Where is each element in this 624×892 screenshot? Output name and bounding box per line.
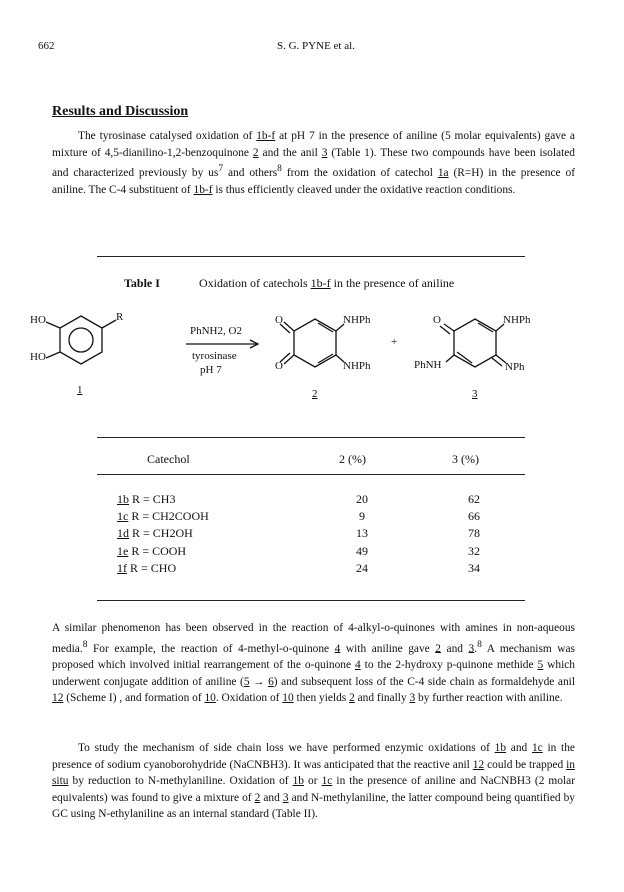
compound-ref: 1b-f <box>193 183 213 196</box>
compound-ref: 10 <box>282 692 294 705</box>
c3-nhph: NHPh <box>503 314 531 326</box>
yield-2: 13 <box>356 526 368 540</box>
reagent-bottom-1: tyrosinase <box>192 350 237 362</box>
yield-2: 9 <box>359 509 365 523</box>
yield-3: 32 <box>468 544 480 558</box>
compound-ref: 1c <box>531 742 543 754</box>
reagent-bottom-2: pH 7 <box>200 364 222 376</box>
table-header-rule-bottom <box>97 474 525 475</box>
yield-2: 24 <box>356 561 368 575</box>
c3-nph: NPh <box>505 361 525 373</box>
substituent: R = CH2COOH <box>131 509 209 523</box>
yield-3: 66 <box>468 509 480 523</box>
table-caption: Oxidation of catechols 1b-f in the presence of aniline <box>199 276 455 290</box>
compound-ref: 3 <box>321 146 328 159</box>
yield-2: 20 <box>356 492 368 506</box>
col-header-catechol: Catechol <box>147 452 190 466</box>
substituent: R = CH3 <box>132 492 176 506</box>
page-number: 662 <box>38 40 55 52</box>
compound-ref: 1f <box>117 561 127 575</box>
compound-number-3: 3 <box>472 388 478 400</box>
catechol-ring <box>60 316 102 364</box>
quinone-ring-2 <box>294 319 336 367</box>
c2-nhph-top: NHPh <box>343 314 371 326</box>
c1-ho-bottom: HO <box>30 351 46 363</box>
yield-2: 49 <box>356 544 368 558</box>
paragraph-3: To study the mechanism of side chain loss we have performed enzymic oxidations of 1b and 1c in the presence of sodium cyanoborohydride (NaCNBH3). It was anticipated that the reactive anil 12 could be trapped in situ by reduction to N-methylaniline. Oxidation of 1b or 1c in the presence of aniline and NaCNBH3 (2 molar equivalents) was found to give a mixture of 2 and 3 and N-methylaniline, the latter compound being quantified by GC using N-ethylaniline as an internal standard (Table II). <box>52 742 576 821</box>
table-bottom-rule <box>97 600 525 601</box>
yield-3: 78 <box>468 526 480 540</box>
table-label: Table I <box>124 276 160 290</box>
compound-ref: 1b-f <box>256 130 276 142</box>
quinone-ring-3 <box>454 319 496 367</box>
paragraph-1: The tyrosinase catalysed oxidation of 1b-f at pH 7 in the presence of aniline (5 molar equivalents) gave a mixture of 4,5-dianilino-1,2-benzoquinone 2 and the anil 3 (Table 1). These two compounds have been isolated and characterized previously by $us^7$ and others$^8$ from the oxidation of catechol 1a (R=H) in the presence of aniline. The C-4 substituent of 1b-f is thus efficiently cleaved under the oxidative reaction conditions. <box>52 130 575 196</box>
c2-o-top: O <box>275 314 283 326</box>
in-situ: in situ <box>52 758 575 788</box>
c3-o: O <box>433 314 441 326</box>
c3-phnh: PhNH <box>414 359 442 371</box>
citation: 7 <box>218 164 224 175</box>
col-header-compound-3: 3 (%) <box>452 452 479 466</box>
compound-ref: 6 <box>268 675 274 688</box>
citation: 8 <box>82 639 88 650</box>
compound-ref: 2 <box>254 791 261 804</box>
plus-sign: + <box>391 336 398 348</box>
compound-ref: 1d <box>117 526 129 540</box>
running-head: S. G. PYNE et al. <box>277 40 355 52</box>
compound-number-2: 2 <box>312 388 318 400</box>
yield-3: 34 <box>468 561 480 575</box>
compound-ref: 1c <box>321 775 333 788</box>
substituent: R = COOH <box>131 544 187 558</box>
substituent: R = CH2OH <box>132 526 193 540</box>
compound-ref: 1b <box>117 492 129 506</box>
compound-ref: 1b <box>494 742 507 754</box>
table-top-rule <box>97 256 525 257</box>
arrow-glyph: → <box>249 675 269 688</box>
compound-ref: 1a <box>437 166 449 179</box>
compound-ref: 10 <box>204 692 216 705</box>
c2-o-bottom: O <box>275 360 283 372</box>
compound-ref: 2 <box>435 642 441 655</box>
compound-ref: 1b <box>292 775 304 788</box>
compound-ref: 2 <box>349 692 355 705</box>
compound-number-1: 1 <box>77 384 83 396</box>
citation: 8 <box>477 639 482 650</box>
compound-ref: 5 <box>243 675 250 688</box>
compound-ref: 3 <box>468 642 475 655</box>
yield-3: 62 <box>468 492 480 506</box>
compound-ref: 1c <box>117 509 129 523</box>
reagent-top: PhNH2, O2 <box>190 325 242 337</box>
compound-ref: 12 <box>472 758 485 771</box>
c1-r-group: R <box>116 311 124 323</box>
compound-ref: 2 <box>252 146 259 159</box>
substituent: R = CHO <box>130 561 177 575</box>
compound-ref: 3 <box>409 692 416 705</box>
compound-ref: 3 <box>282 791 289 804</box>
c1-ho-top: HO <box>30 314 46 326</box>
citation: 8 <box>277 164 282 175</box>
compound-ref: 4 <box>355 658 361 671</box>
col-header-compound-2: 2 (%) <box>339 452 366 466</box>
compound-ref: 4 <box>334 642 341 655</box>
compound-ref: 12 <box>52 692 64 705</box>
compound-ref: 1e <box>117 544 129 558</box>
paragraph-2: A similar phenomenon has been observed in the reaction of 4-alkyl-o-quinones with amines in non-aqueous media.$^8$ For example, the reaction of 4-methyl-o-quinone 4 with aniline gave 2 and 3.$^8$ A mechanism was proposed which involved initial rearrangement of the o-quinone 4 to the 2-hydroxy p-quinone methide 5 which underwent conjugate addition of aniline (5 → 6) and subsequent loss of the C-4 side chain as formaldehyde anil 12 (Scheme I) , and formation of 10. Oxidation of 10 then yields 2 and finally 3 by further reaction with aniline. <box>52 622 576 705</box>
section-title: Results and Discussion <box>52 104 189 119</box>
compound-ref: 5 <box>537 658 544 671</box>
c2-nhph-bottom: NHPh <box>343 360 371 372</box>
table-header-rule-top <box>97 437 525 438</box>
